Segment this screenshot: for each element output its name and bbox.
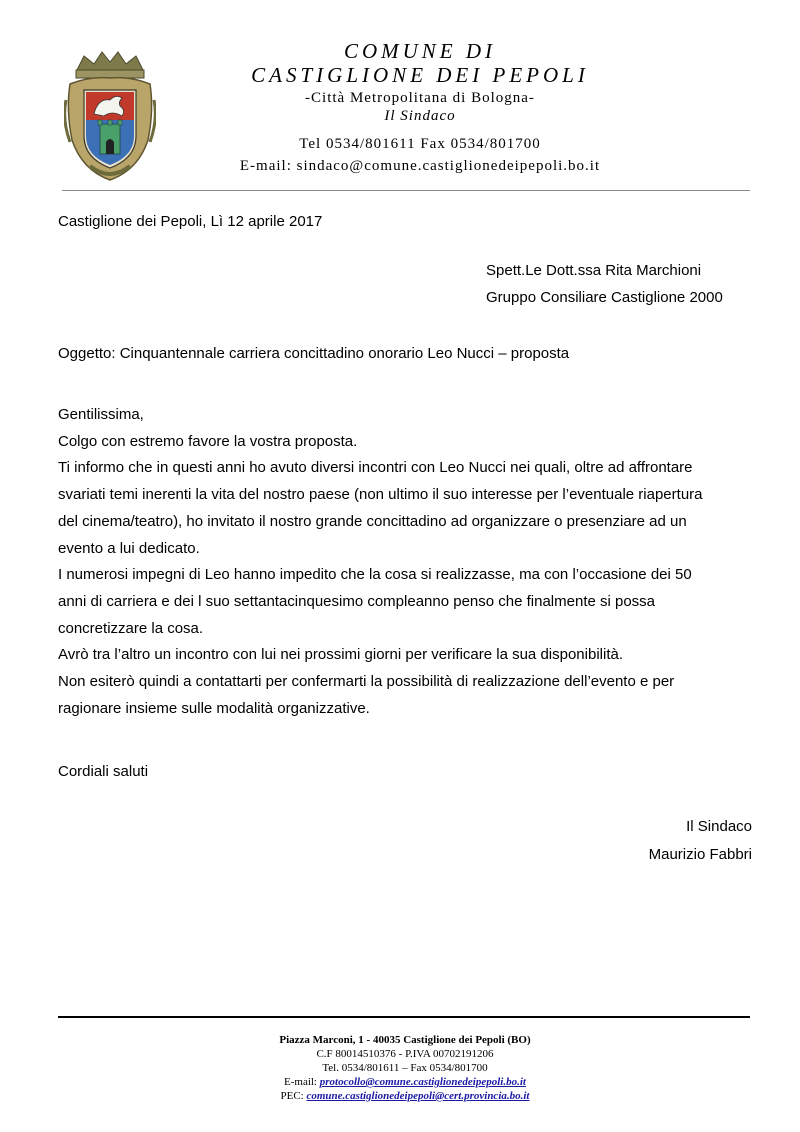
footer-pec-line	[150, 1090, 660, 1104]
body-line: Colgo con estremo favore la vostra proposta.	[58, 432, 358, 450]
place-date: Castiglione dei Pepoli, Lì 12 aprile 2017	[58, 213, 323, 230]
body-line: Ti informo che in questi anni ho avuto diversi incontri con Leo Nucci nei quali, oltre ad affrontare	[58, 459, 693, 477]
header-email: E-mail: sindaco@comune.castiglionedeipepoli.bo.it	[239, 158, 601, 174]
body-line: anni di carriera e dei l suo settantacinquesimo compleanno penso che finalmente si possa	[58, 592, 656, 610]
header-phone-fax: Tel 0534/801611 Fax 0534/801700	[299, 136, 541, 152]
footer-address-text: Piazza Marconi, 1 - 40035 Castiglione dei Pepoli (BO)	[279, 1034, 531, 1046]
letter-body	[58, 402, 758, 722]
body-line: concretizzare la cosa.	[58, 619, 204, 637]
metropolitan-city-subtitle: -Città Metropolitana di Bologna-	[305, 90, 535, 106]
body-line: I numerosi impegni di Leo hanno impedito che la cosa si realizzasse, ma con l’occasione dei 50	[58, 566, 692, 584]
body-line: Gentilissima,	[58, 406, 144, 423]
footer-email-label: E-mail:	[284, 1076, 320, 1088]
body-line: del cinema/teatro), ho invitato il nostro grande concittadino ad organizzare o presenziare ad un	[58, 512, 687, 530]
body-line: evento a lui dedicato.	[58, 539, 200, 557]
recipient-group: Gruppo Consiliare Castiglione 2000	[486, 289, 723, 306]
footer-pec-link[interactable]: comune.castiglionedeipepoli@cert.provincia.bo.it	[306, 1090, 530, 1102]
body-line: ragionare insieme sulle modalità organizzative.	[58, 699, 370, 717]
body-line: Non esiterò quindi a contattarti per confermarti la possibilità di realizzazione dell’evento e per	[58, 673, 675, 691]
closing-greeting: Cordiali saluti	[58, 763, 149, 780]
footer-divider	[58, 1016, 750, 1018]
header-divider	[62, 190, 750, 191]
comune-title-line1: COMUNE DI	[343, 39, 497, 63]
signature-name: Maurizio Fabbri	[648, 846, 752, 863]
letter-subject: Oggetto: Cinquantennale carriera concittadino onorario Leo Nucci – proposta	[58, 345, 570, 362]
signature-title: Il Sindaco	[686, 818, 752, 835]
recipient-name: Spett.Le Dott.ssa Rita Marchioni	[486, 262, 702, 279]
footer-fiscal-codes: C.F 80014510376 - P.IVA 00702191206	[316, 1048, 494, 1060]
footer-tel-fax: Tel. 0534/801611 – Fax 0534/801700	[322, 1062, 488, 1074]
office-subtitle: Il Sindaco	[384, 108, 456, 124]
body-line: Avrò tra l’altro un incontro con lui nei prossimi giorni per verificare la sua disponibilità.	[58, 646, 623, 664]
comune-title-line2: CASTIGLIONE DEI PEPOLI	[251, 63, 589, 87]
footer-email-line	[150, 1076, 660, 1090]
footer-pec-label: PEC:	[280, 1090, 307, 1102]
footer-address	[150, 1034, 660, 1048]
footer-email-link[interactable]: protocollo@comune.castiglionedeipepoli.bo.it	[319, 1076, 526, 1088]
body-line: svariati temi inerenti la vita del nostro paese (non ultimo il suo interesse per l’eventuale riapertura	[58, 486, 703, 504]
